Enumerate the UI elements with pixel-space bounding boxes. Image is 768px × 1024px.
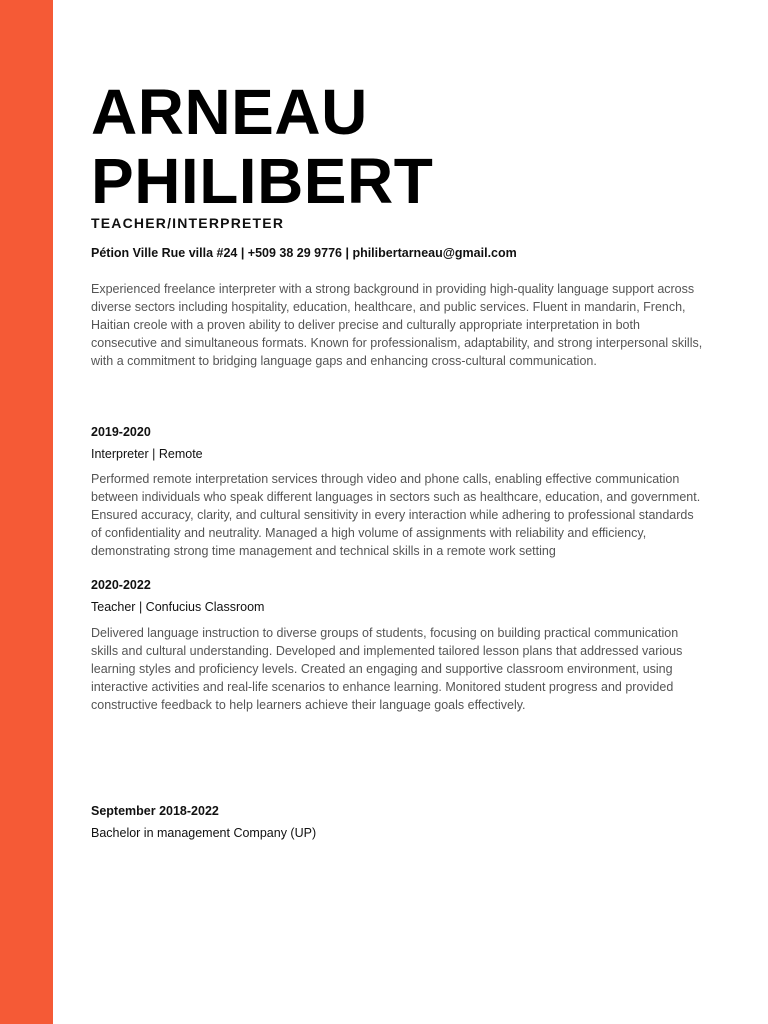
name-second-line: PHILIBERT [91, 145, 434, 217]
job-title: TEACHER/INTERPRETER [91, 215, 285, 231]
experience-description: Performed remote interpretation services through video and phone calls, enabling effective communication between individuals who speak different languages in sectors such as healthcare, education, and government. Ensured accuracy, clarity, and cultural sensitivity in every interaction while adhering to professional standards of confidentiality and neutrality. Managed a high volume of assignments with reliability and efficiency, demonstrating strong time management and technical skills in a remote work setting [91, 472, 701, 558]
education-dates: September 2018-2022 [91, 804, 219, 818]
experience-role: Teacher | Confucius Classroom [91, 600, 265, 614]
experience-description: Delivered language instruction to diverse groups of students, focusing on building practical communication skills and cultural understanding. Developed and implemented tailored lesson plans that addressed various learning styles and proficiency levels. Created an engaging and supportive classroom environment, using interactive activities and real-life scenarios to enhance learning. Monitored student progress and provided constructive feedback to help learners achieve their language goals effectively. [91, 626, 683, 712]
experience-dates: 2019-2020 [91, 425, 151, 439]
name-first-line: ARNEAU [91, 76, 368, 148]
accent-sidebar-bar [0, 0, 53, 1024]
contact-info: Pétion Ville Rue villa #24 | +509 38 29 9776 | philibertarneau@gmail.com [91, 246, 517, 260]
education-degree: Bachelor in management Company (UP) [91, 826, 317, 840]
professional-summary: Experienced freelance interpreter with a strong background in providing high-quality language support across diverse sectors including hospitality, education, healthcare, and public services. Fluent in mandarin, French, Haitian creole with a proven ability to deliver precise and culturally appropriate interpretation in both consecutive and simultaneous formats. Known for professionalism, adaptability, and strong interpersonal skills, with a commitment to bridging language gaps and enhancing cross-cultural communication. [91, 282, 703, 368]
experience-dates: 2020-2022 [91, 578, 151, 592]
experience-role: Interpreter | Remote [91, 447, 203, 461]
